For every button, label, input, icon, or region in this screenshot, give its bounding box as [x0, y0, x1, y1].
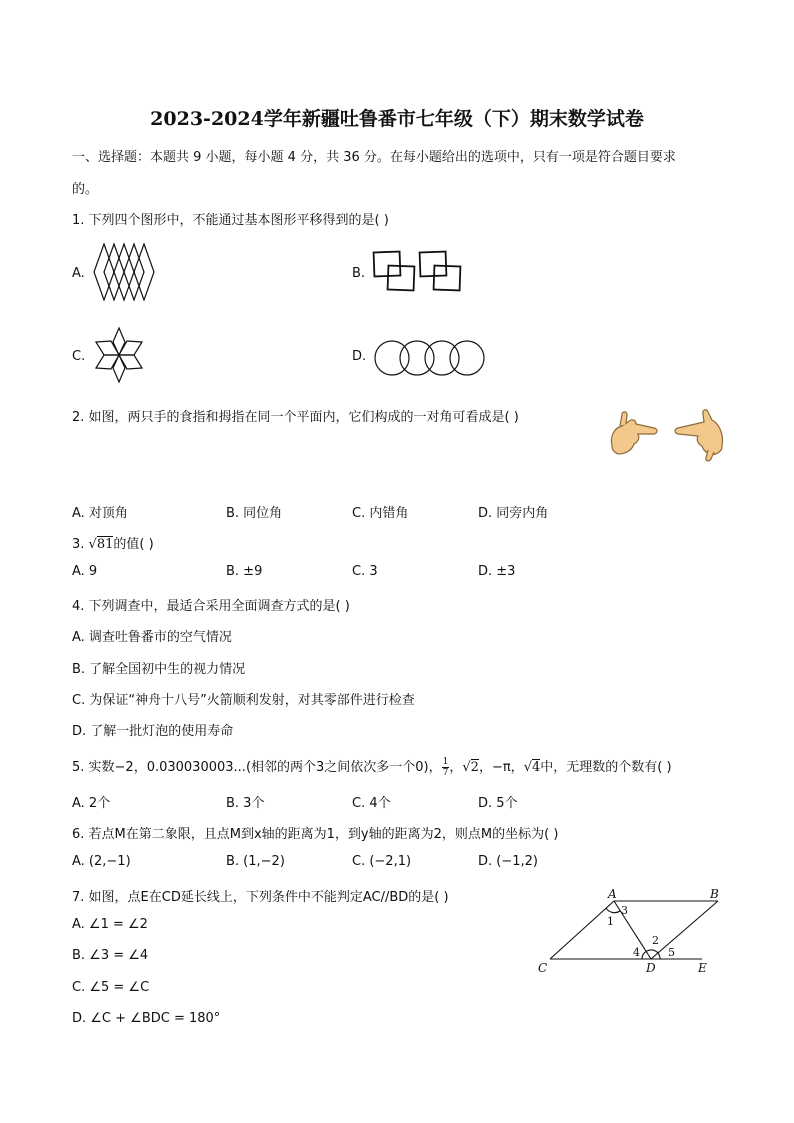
q3-option-b: B. ±9 [226, 564, 263, 579]
q1-option-a-label: A. [72, 266, 85, 281]
q5-sqrt4: 4 [531, 760, 541, 775]
fig-label-d: D [646, 961, 656, 975]
q6-option-c: C. (−2,1) [352, 854, 412, 869]
q4-option-a: A. 调查吐鲁番市的空气情况 [72, 630, 232, 645]
q1-figure-a-diamonds [90, 244, 160, 300]
sqrt-sign: √ [88, 537, 97, 552]
q3-stem [72, 533, 154, 552]
q4-option-c: C. 为保证“神舟十八号”火箭顺利发射，对其零部件进行检查 [72, 693, 415, 708]
page-title: 2023-2024学年新疆吐鲁番市七年级（下）期末数学试卷 [150, 108, 644, 130]
q5-option-c: C. 4个 [352, 796, 391, 811]
section-heading-line1: 一、选择题：本题共 9 小题，每小题 4 分，共 36 分。在每小题给出的选项中，只有一项是符合题目要求 [72, 150, 676, 165]
q5-stem-a: 5. 实数−2，0.030030003...(相邻的两个3之间依次多一个0)， [72, 760, 442, 775]
q2-option-d: D. 同旁内角 [478, 506, 549, 521]
q4-option-d: D. 了解一批灯泡的使用寿命 [72, 724, 234, 739]
q2-option-b: B. 同位角 [226, 506, 283, 521]
q6-option-b: B. (1,−2) [226, 854, 285, 869]
q1-option-d-label: D. [352, 349, 367, 364]
q1-figure-d-circles [372, 338, 488, 378]
fig-angle-5: 5 [668, 946, 675, 959]
fig-label-e: E [698, 961, 707, 975]
q1-option-b-label: B. [352, 266, 366, 281]
fig-angle-2: 2 [652, 934, 659, 947]
q2-stem: 2. 如图，两只手的食指和拇指在同一个平面内，它们构成的一对角可看成是( ) [72, 410, 519, 425]
q2-option-a: A. 对顶角 [72, 506, 128, 521]
q7-stem: 7. 如图，点E在CD延长线上，下列条件中不能判定AC//BD的是( ) [72, 890, 449, 905]
q3-number: 3. [72, 537, 89, 552]
q3-option-d: D. ±3 [478, 564, 516, 579]
q6-stem: 6. 若点M在第二象限，且点M到x轴的距离为1，到y轴的距离为2，则点M的坐标为( ) [72, 827, 559, 842]
fig-label-a: A [608, 887, 617, 901]
q2-figure-hands [608, 406, 726, 462]
q1-figure-c-star [92, 326, 146, 384]
section-heading-line2: 的。 [72, 182, 99, 197]
q4-stem: 4. 下列调查中，最适合采用全面调查方式的是( ) [72, 599, 350, 614]
sqrt-sign: √ [523, 760, 532, 775]
q5-option-a: A. 2个 [72, 796, 111, 811]
q3-stem-rest: 的值( ) [113, 537, 154, 552]
q7-option-a: A. ∠1 = ∠2 [72, 917, 148, 932]
q1-figure-b-squares [372, 250, 464, 296]
q5-option-d: D. 5个 [478, 796, 518, 811]
fig-angle-4: 4 [633, 946, 640, 959]
q5-frac-num: 1 [442, 757, 449, 767]
q1-stem: 1. 下列四个图形中，不能通过基本图形平移得到的是( ) [72, 213, 389, 228]
fig-label-c: C [538, 961, 548, 975]
q3-option-c: C. 3 [352, 564, 378, 579]
q3-option-a: A. 9 [72, 564, 98, 579]
q4-option-b: B. 了解全国初中生的视力情况 [72, 662, 246, 677]
q3-radicand: 81 [96, 537, 114, 552]
q7-option-b: B. ∠3 = ∠4 [72, 948, 149, 963]
q5-frac-den: 7 [442, 768, 449, 778]
q5-sqrt2: 2 [470, 760, 479, 775]
q1-option-c-label: C. [72, 349, 86, 364]
q5-neg-pi: ，−π， [478, 760, 524, 775]
q7-geometry-figure [534, 884, 724, 978]
q5-sep: ， [449, 760, 463, 775]
fig-angle-3: 3 [621, 904, 628, 917]
fig-angle-1: 1 [607, 915, 614, 928]
q6-option-d: D. (−1,2) [478, 854, 538, 869]
q5-stem-b: 中，无理数的个数有( ) [540, 760, 672, 775]
q7-option-d: D. ∠C + ∠BDC = 180° [72, 1011, 221, 1026]
q5-option-b: B. 3个 [226, 796, 265, 811]
fig-label-b: B [710, 887, 719, 901]
sqrt-sign: √ [462, 760, 471, 775]
q6-option-a: A. (2,−1) [72, 854, 131, 869]
q7-option-c: C. ∠5 = ∠C [72, 980, 150, 995]
q5-stem [72, 756, 672, 778]
q2-option-c: C. 内错角 [352, 506, 409, 521]
